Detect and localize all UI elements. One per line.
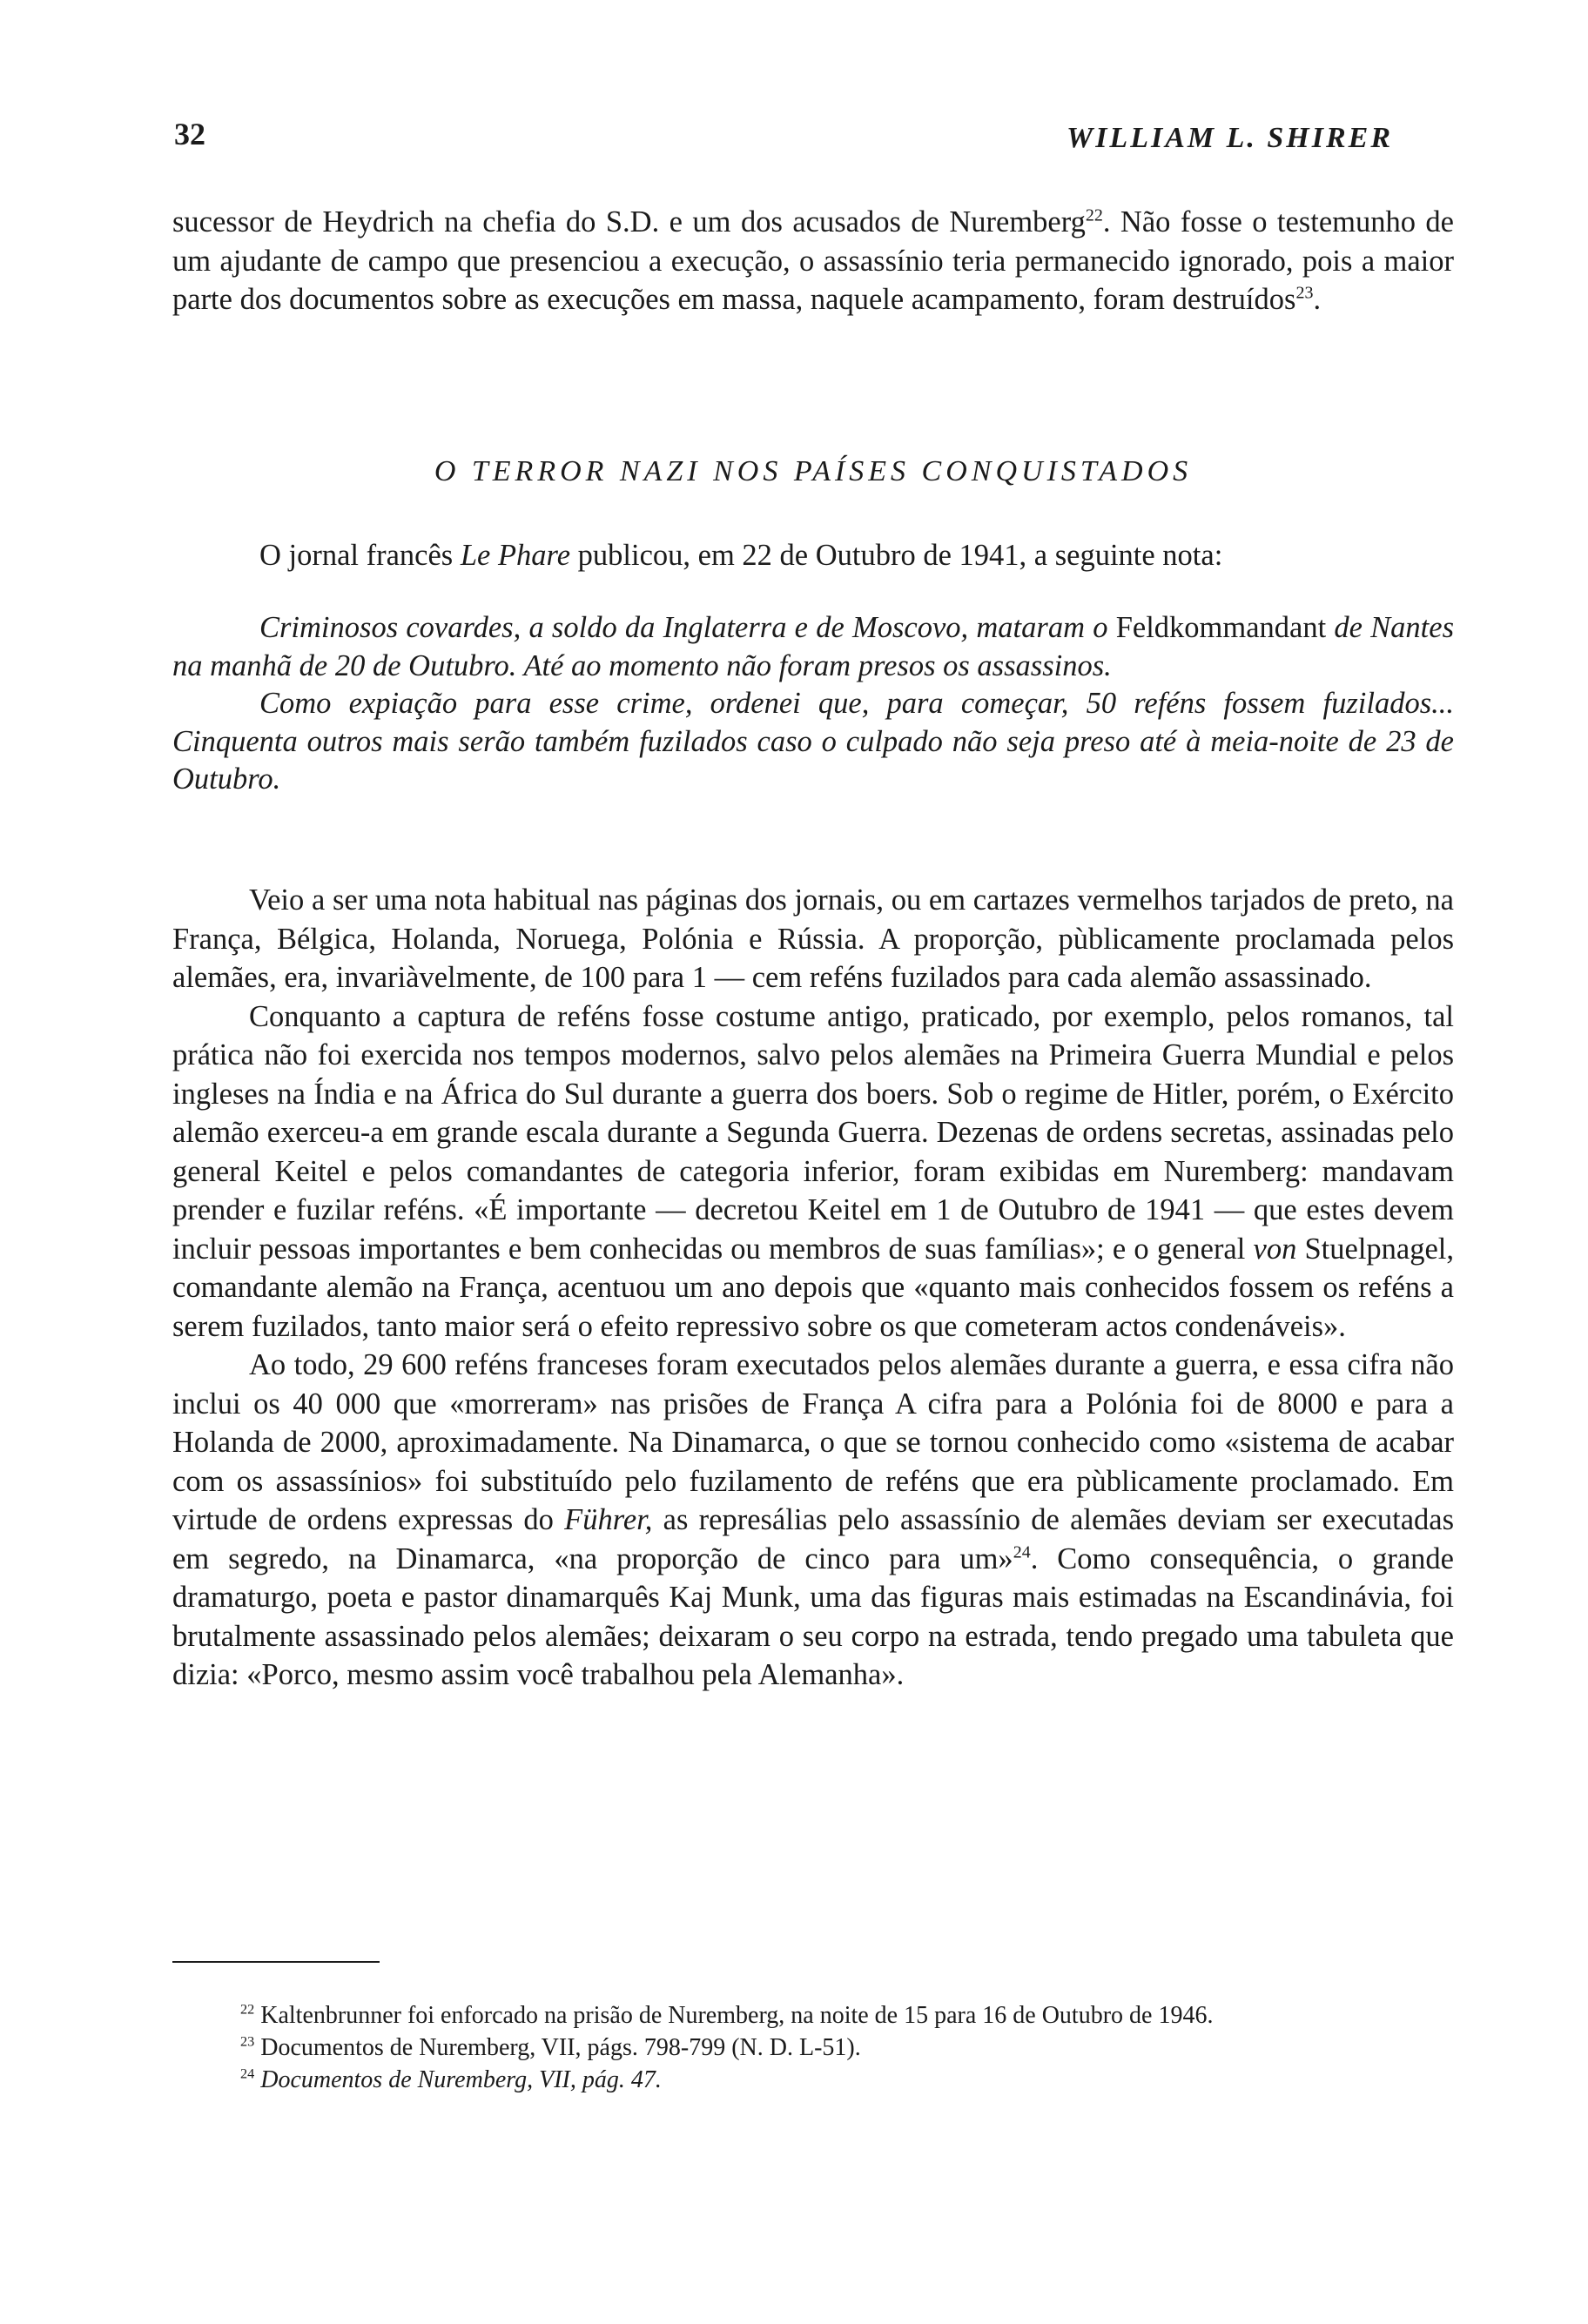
body-p2-von: von (1253, 1232, 1297, 1266)
body-paragraph-3 (172, 1346, 1454, 1695)
footnote-number: 22 (240, 2001, 255, 2018)
block-quote (172, 609, 1454, 799)
newspaper-name: Le Phare (460, 539, 571, 572)
footnote-text: Documentos de Nuremberg, VII, págs. 798-799 (N. D. L-51). (260, 2034, 861, 2061)
body-text (172, 881, 1454, 1695)
quote-p1-start: Criminosos covardes, a soldo da Inglaterra e de Moscovo, mataram o (259, 611, 1116, 644)
footnote-ref-22[interactable]: 22 (1085, 205, 1103, 225)
intro-text-start: sucessor de Heydrich na chefia do S.D. e um dos acusados de Nuremberg (172, 205, 1086, 238)
intro-text-end: . (1313, 283, 1322, 316)
body-p3-fuhrer: Führer, (564, 1503, 653, 1536)
body-paragraph-1: Veio a ser uma nota habitual nas páginas dos jornais, ou em cartazes vermelhos tarjados de preto, na França, Bélgica, Holanda, Noruega, Polónia e Rússia. A proporção, pùblicamente proclamada pelos alemães, era, invariàvelmente, de 100 para 1 — cem reféns fuzilados para cada alemão assassinado. (172, 883, 1454, 994)
lead-text-end: publicou, em 22 de Outubro de 1941, a seguinte nota: (570, 539, 1223, 572)
footnote-ref-23[interactable]: 23 (1295, 283, 1314, 303)
footnote-text: Kaltenbrunner foi enforcado na prisão de Nuremberg, na noite de 15 para 16 de Outubro de 1946. (260, 2002, 1214, 2029)
running-header-author: WILLIAM L. SHIRER (1066, 122, 1393, 154)
footnote-ref-24[interactable]: 24 (1013, 1542, 1031, 1562)
quote-p1-end: de Nantes na manhã de 20 de Outubro. Até ao momento não foram presos os assassinos. (172, 611, 1454, 682)
footnote-22 (172, 1999, 1454, 2032)
body-p3-end: . Como consequência, o grande dramaturgo, poeta e pastor dinamarquês Kaj Munk, uma das figuras mais estimadas na Escandinávia, foi brutalmente assassinado pelos alemães; deixaram o seu corpo na estrada, tendo pregado uma tabuleta que dizia: «Porco, mesmo assim você trabalhou pela Alemanha». (172, 1541, 1454, 1691)
body-p2-end: Stuelpnagel, comandante alemão na França, acentuou um ano depois que «quanto mais conhecidos fossem os reféns a serem fuzilados, tanto maior será o efeito repressivo sobre os que cometeram actos condenáveis». (172, 1232, 1454, 1343)
lead-paragraph (172, 536, 1454, 574)
footnote-divider (172, 1961, 380, 1963)
footnote-24 (172, 2064, 1454, 2096)
quote-p1-word: Feldkommandant (1115, 611, 1327, 644)
body-paragraph-2 (172, 997, 1454, 1347)
lead-text-start: O jornal francês (259, 539, 461, 572)
footnote-number: 24 (240, 2065, 255, 2082)
quote-paragraph-2: Como expiação para esse crime, ordenei que, para começar, 50 reféns fossem fuzilados... Cinquenta outros mais serão também fuzilados caso o culpado não seja preso até à meia-noite de 23 de Outubro. (172, 687, 1454, 796)
footnote-23 (172, 2032, 1454, 2064)
intro-text-middle: . Não fosse o testemunho de um ajudante de campo que presenciou a execução, o assassínio teria permanecido ignorado, pois a maior parte dos documentos sobre as execuções em massa, naquele acampamento, foram destruídos (172, 205, 1454, 316)
footnotes (172, 1999, 1454, 2096)
footnote-text: Documentos de Nuremberg, VII, pág. 47. (260, 2066, 662, 2093)
body-p2-start: Conquanto a captura de reféns fosse costume antigo, praticado, por exemplo, pelos romanos, tal prática não foi exercida nos tempos modernos, salvo pelos alemães na Primeira Guerra Mundial e pelos ingleses na Índia e na África do Sul durante a guerra dos boers. Sob o regime de Hitler, porém, o Exército alemão exerceu-a em grande escala durante a Segunda Guerra. Dezenas de ordens secretas, assinadas pelo general Keitel e pelos comandantes de categoria inferior, foram exibidas em Nuremberg: mandavam prender e fuzilar reféns. «É importante — decretou Keitel em 1 de Outubro de 1941 — que estes devem incluir pessoas importantes e bem conhecidas ou membros de suas famílias»; e o general (172, 999, 1454, 1266)
section-heading: O TERROR NAZI NOS PAÍSES CONQUISTADOS (434, 455, 1193, 487)
body-p3-middle: as represálias pelo assassínio de alemães deviam ser executadas em segredo, na Dinamarca, «na proporção de cinco para um» (172, 1503, 1454, 1575)
footnote-number: 23 (240, 2033, 255, 2050)
intro-paragraph (172, 203, 1454, 319)
page-number: 32 (174, 117, 205, 151)
body-p3-start: Ao todo, 29 600 reféns franceses foram executados pelos alemães durante a guerra, e essa cifra não inclui os 40 000 que «morreram» nas prisões de França A cifra para a Polónia foi de 8000 e para a Holanda de 2000, aproximadamente. Na Dinamarca, o que se tornou conhecido como «sistema de acabar com os assassínios» foi substituído pelo fuzilamento de reféns que era pùblicamente proclamado. Em virtude de ordens expressas do (172, 1348, 1454, 1536)
